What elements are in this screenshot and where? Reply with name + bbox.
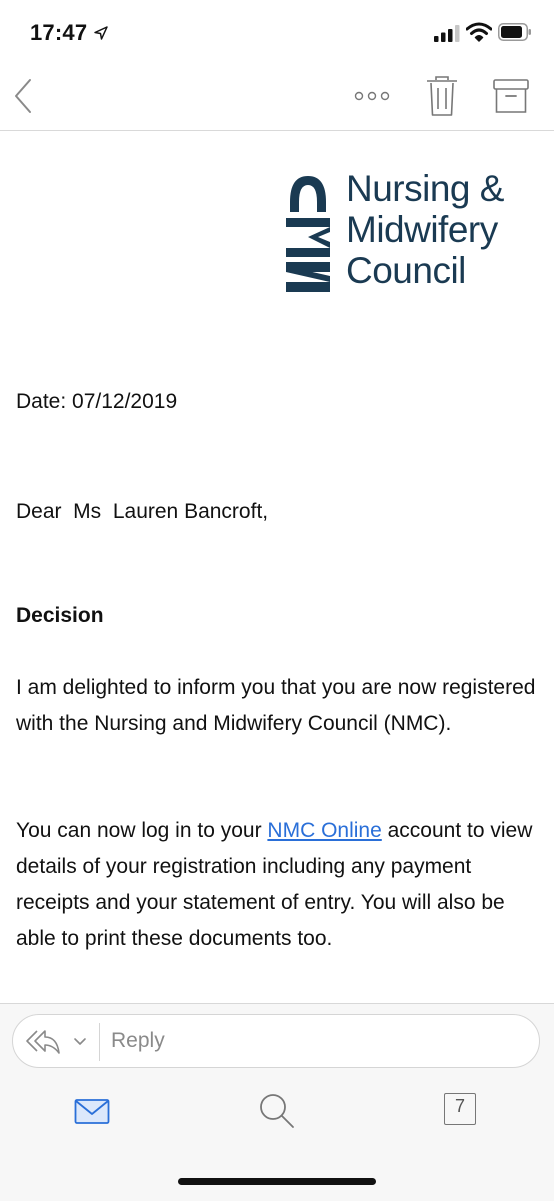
nmc-logo-mark bbox=[284, 172, 332, 292]
para2-text-after: account to view details of your registration including any payment receipts and your statement of entry. You will also be able to print these documents too. bbox=[16, 819, 533, 950]
nmc-logo bbox=[284, 168, 534, 298]
reply-all-icon[interactable] bbox=[25, 1028, 61, 1056]
nmc-logo-text bbox=[346, 168, 536, 291]
para2-text-before: You can now log in to your bbox=[16, 819, 268, 842]
mail-tab-icon[interactable] bbox=[74, 1096, 110, 1126]
battery-icon bbox=[498, 23, 532, 41]
nmc-online-link[interactable]: NMC Online bbox=[267, 819, 382, 842]
reply-input[interactable] bbox=[111, 1027, 511, 1055]
chevron-down-icon[interactable] bbox=[73, 1037, 87, 1047]
home-indicator[interactable] bbox=[178, 1178, 376, 1185]
email-paragraph-1: I am delighted to inform you that you are now registered with the Nursing and Midwifery Council (NMC). bbox=[16, 676, 536, 735]
logo-line-3: Council bbox=[346, 250, 466, 291]
email-greeting: Dear Ms Lauren Bancroft, bbox=[16, 500, 269, 523]
calendar-tab-icon[interactable] bbox=[443, 1092, 479, 1128]
reply-bar bbox=[12, 1014, 540, 1068]
status-time: 17:47 bbox=[30, 20, 88, 45]
search-tab-icon[interactable] bbox=[256, 1090, 296, 1130]
bottom-toolbar bbox=[0, 1003, 554, 1201]
decision-heading: Decision bbox=[16, 604, 104, 627]
back-chevron-icon[interactable] bbox=[10, 76, 40, 116]
calendar-day-number: 7 bbox=[454, 1096, 465, 1116]
cellular-signal-icon bbox=[434, 24, 460, 42]
status-bar bbox=[0, 0, 554, 62]
archive-icon[interactable] bbox=[492, 76, 530, 116]
location-arrow-icon bbox=[94, 26, 108, 40]
email-paragraph-2 bbox=[16, 813, 538, 957]
logo-line-2: Midwifery bbox=[346, 209, 498, 250]
logo-line-1: Nursing & bbox=[346, 168, 504, 209]
wifi-icon bbox=[466, 22, 492, 42]
reply-divider bbox=[99, 1023, 100, 1061]
more-icon[interactable] bbox=[350, 84, 394, 108]
trash-icon[interactable] bbox=[424, 74, 460, 118]
email-date: Date: 07/12/2019 bbox=[16, 390, 178, 413]
nav-bar bbox=[0, 62, 554, 131]
